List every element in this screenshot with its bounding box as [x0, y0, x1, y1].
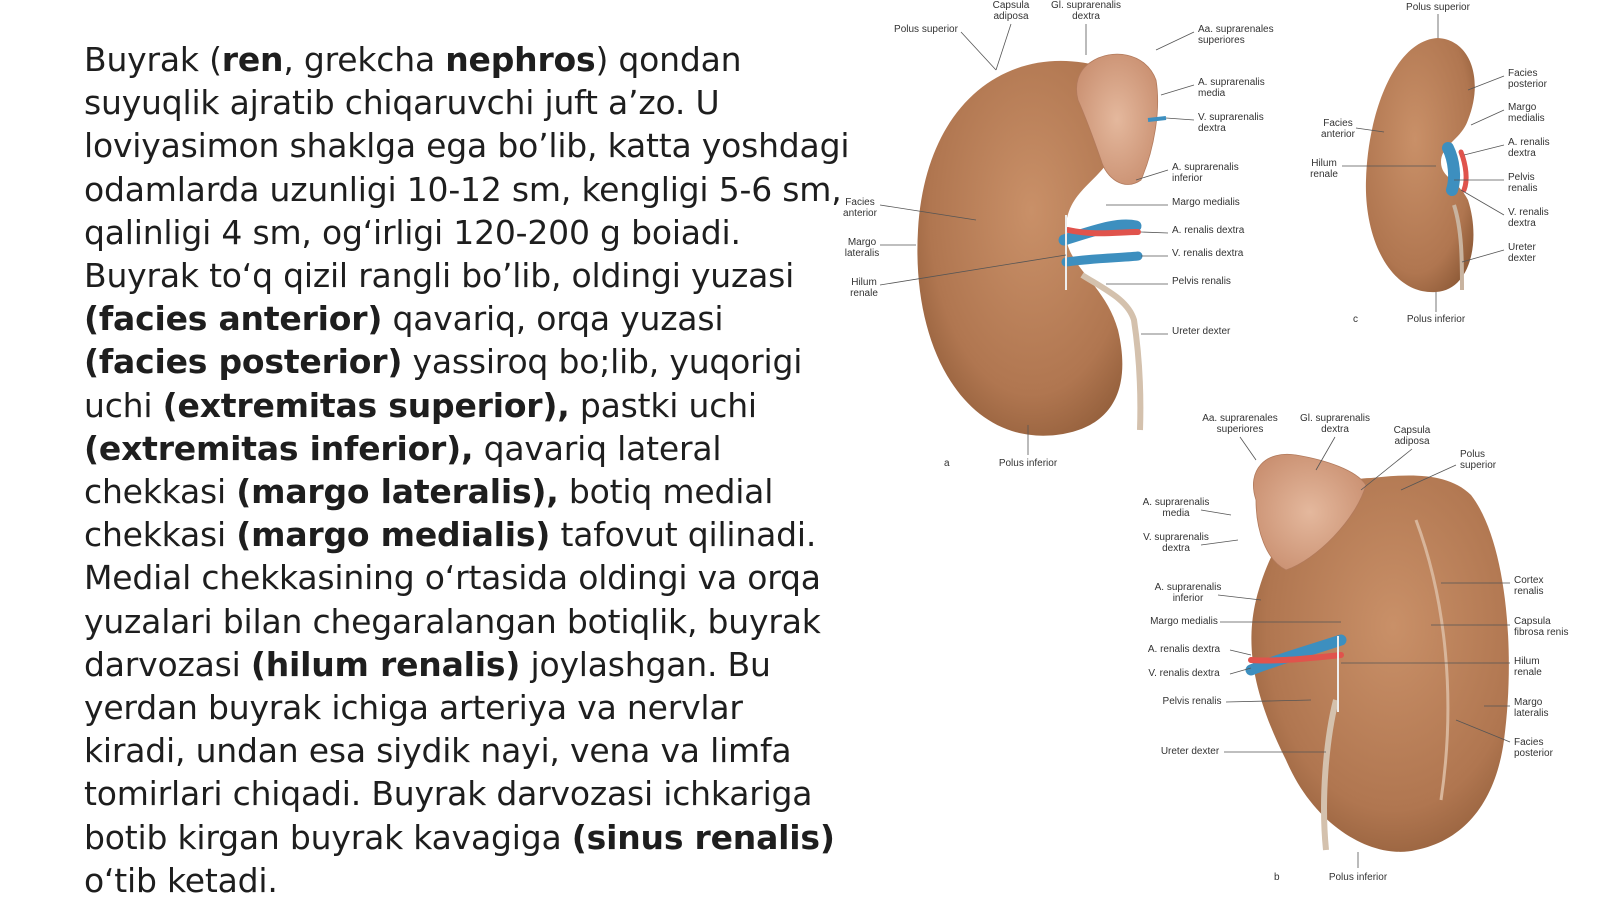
label-line: Pelvis renalis: [1172, 276, 1231, 287]
a-suprarenalis-inf-leader-line: [1218, 595, 1261, 600]
label-line: Aa. suprarenales: [1202, 413, 1278, 424]
aa-suprarenales-sup-leader-line: [1156, 32, 1194, 50]
label-line: A. renalis dextra: [1147, 644, 1221, 655]
label-line: Facies: [845, 197, 875, 208]
label-line: fibrosa renis: [1514, 627, 1569, 638]
text-run: yassiroq bo;lib, yuqorigi uchi: [84, 342, 803, 425]
bold-term: nephros: [445, 40, 596, 79]
bold-term: (sinus renalis): [571, 817, 835, 857]
label-line: superiores: [1198, 35, 1245, 46]
label-line: renale: [850, 288, 878, 299]
a-renalis-leader-line: [1230, 650, 1251, 655]
label-line: adiposa: [1394, 436, 1430, 447]
text-run: qavariq, orqa yuzasi: [382, 299, 724, 339]
label-line: dextra: [1198, 123, 1226, 134]
text-run: qavariq lateral chekkasi: [84, 428, 722, 512]
label-pelvis-renalis: [1508, 172, 1537, 194]
text-run: ) qondan suyuqlik ajratib chiqaruvchi juft a’zo. U loviyasimon shaklga ega bo’lib, katta yoshdagi odamlarda uzunligi 10-12 sm, kengligi 5-6 sm, qalinligi 4 sm, og‘irligi 120-200 g boiadi. Buyrak to‘q qizil rangli bo’lib, oldingi yuzasi: [84, 40, 850, 296]
label-line: Ureter: [1508, 242, 1536, 253]
label-line: A. renalis dextra: [1172, 225, 1245, 236]
label-capsula-fibrosa: [1514, 616, 1568, 638]
label-gl-suprarenalis: [1300, 413, 1370, 435]
a-renalis-leader-line: [1141, 232, 1168, 233]
label-margo-medialis: [1150, 616, 1218, 627]
label-ureter-dexter: [1161, 746, 1220, 757]
kidney-anatomy-figure: [843, 0, 1600, 899]
label-line: dextra: [1321, 424, 1349, 435]
bold-term: ren: [221, 40, 284, 79]
label-facies-anterior: [843, 197, 878, 219]
label-line: Hilum: [1311, 158, 1337, 169]
body-paragraph: [84, 38, 854, 899]
label-line: media: [1162, 508, 1190, 519]
figure-c-panel-letter: c: [1353, 314, 1358, 325]
a-suprarenalis-media-leader-line: [1201, 510, 1231, 515]
label-line: renale: [1514, 667, 1542, 678]
label-line: adiposa: [993, 11, 1029, 22]
label-facies-anterior: [1321, 118, 1356, 140]
label-hilum-renale: [1514, 656, 1542, 678]
label-polus-inferior: [1329, 872, 1388, 883]
label-a-renalis: [1148, 644, 1221, 655]
label-gl-suprarenalis: [1051, 0, 1121, 22]
label-line: Hilum: [851, 277, 877, 288]
label-line: Facies: [1508, 68, 1538, 79]
text-run: pastki uchi: [569, 385, 757, 425]
figure-b-panel-letter: b: [1274, 872, 1280, 883]
label-line: superior: [1460, 460, 1497, 471]
bold-term: (extremitas superior),: [162, 385, 570, 425]
label-line: inferior: [1172, 593, 1204, 604]
label-line: V. renalis dextra: [1172, 248, 1244, 259]
label-margo-lateralis: [845, 237, 879, 259]
label-polus-inferior: [999, 458, 1058, 469]
label-capsula-adiposa: [993, 0, 1030, 22]
label-line: dextra: [1072, 11, 1100, 22]
label-line: Aa. suprarenales: [1198, 24, 1274, 35]
label-line: Ureter dexter: [1160, 746, 1220, 757]
a-renalis-leader-line: [1464, 145, 1504, 155]
label-line: V. renalis dextra: [1148, 668, 1220, 679]
label-line: inferior: [1172, 173, 1203, 184]
label-cortex-renalis: [1514, 575, 1543, 597]
polus-superior-leader-line: [961, 32, 996, 70]
label-line: Capsula: [992, 0, 1030, 11]
label-line: media: [1198, 88, 1226, 99]
label-line: dexter: [1508, 253, 1536, 264]
label-ureter-dexter: [1172, 326, 1231, 337]
label-line: Hilum: [1514, 656, 1540, 667]
label-line: Pelvis: [1508, 172, 1535, 183]
label-line: V. suprarenalis: [1143, 532, 1209, 543]
bold-term: (margo lateralis),: [236, 472, 559, 512]
label-line: A. renalis: [1508, 137, 1550, 148]
label-a-suprarenalis-inf: [1155, 582, 1222, 604]
v-suprarenalis-leader-line: [1166, 118, 1194, 120]
label-line: anterior: [1321, 129, 1355, 140]
label-line: renalis: [1514, 586, 1544, 597]
label-line: renalis: [1508, 183, 1538, 194]
label-ureter-dexter: [1508, 242, 1536, 264]
label-line: lateralis: [1514, 708, 1549, 719]
label-line: lateralis: [844, 248, 880, 259]
label-line: posterior: [1514, 748, 1553, 759]
label-line: A. suprarenalis: [1172, 162, 1239, 173]
label-polus-inferior: [1407, 314, 1466, 325]
label-line: Pelvis renalis: [1162, 696, 1222, 707]
label-a-suprarenalis-media: [1143, 497, 1210, 519]
text-run: , grekcha: [283, 40, 446, 79]
figure-a-kidney: [917, 54, 1166, 436]
bold-term: (margo medialis): [236, 515, 551, 555]
label-polus-superior: [1460, 449, 1497, 471]
figure-b-kidney: [1251, 454, 1509, 852]
label-line: Polus: [1460, 449, 1486, 460]
text-run: Buyrak (: [84, 40, 222, 79]
label-margo-lateralis: [1514, 697, 1548, 719]
label-line: Margo medialis: [1172, 197, 1240, 208]
figure-c-kidney: [1366, 38, 1475, 292]
bold-term: (hilum renalis): [250, 644, 521, 684]
label-v-suprarenalis: [1198, 112, 1264, 134]
label-hilum-renale: [850, 277, 878, 299]
label-a-renalis: [1172, 225, 1245, 236]
label-line: dextra: [1508, 218, 1536, 229]
margo-medialis-leader-line: [1471, 110, 1504, 125]
a-suprarenalis-media-leader-line: [1161, 85, 1194, 95]
label-a-renalis: [1508, 137, 1550, 159]
text-run: joylashgan. Bu yerdan buyrak ichiga arteriya va nervlar kiradi, undan esa siydik nayi, vena va limfa tomirlari chiqadi. Buyrak darvozasi ichkariga botib kirgan buyrak kavagiga: [84, 644, 813, 857]
label-line: anterior: [843, 208, 877, 219]
aa-suprarenales-sup-leader-line: [1240, 437, 1256, 460]
label-v-renalis: [1172, 248, 1244, 259]
label-v-renalis: [1508, 207, 1549, 229]
label-line: Margo medialis: [1150, 616, 1218, 627]
label-line: Polus superior: [894, 24, 958, 35]
label-polus-superior: [894, 24, 959, 35]
label-line: Polus inferior: [998, 458, 1058, 469]
label-line: Capsula: [1393, 425, 1431, 436]
label-margo-medialis: [1172, 197, 1240, 208]
label-v-renalis: [1148, 668, 1220, 679]
label-line: Capsula: [1514, 616, 1551, 627]
label-line: Margo: [1514, 697, 1543, 708]
label-line: Ureter dexter: [1172, 326, 1231, 337]
label-capsula-adiposa: [1394, 425, 1431, 447]
label-aa-suprarenales-sup: [1202, 413, 1278, 435]
text-run: tafovut qilinadi. Medial chekkasining o‘rtasida oldingi va orqa yuzalari bilan chegaralangan botiqlik, buyrak darvozasi: [84, 515, 821, 684]
label-line: Margo: [1508, 102, 1537, 113]
label-pelvis-renalis: [1163, 696, 1222, 707]
label-line: V. suprarenalis: [1198, 112, 1264, 123]
capsula-adiposa-leader-line: [996, 24, 1011, 70]
text-run: o‘tib ketadi.: [84, 860, 278, 900]
label-a-suprarenalis-inf: [1172, 162, 1239, 184]
text-run: botiq medial chekkasi: [84, 472, 774, 555]
label-polus-superior: [1406, 2, 1471, 13]
label-line: V. renalis: [1508, 207, 1549, 218]
label-v-suprarenalis: [1143, 532, 1209, 554]
bold-term: (facies posterior): [84, 342, 403, 382]
label-line: Margo: [847, 237, 877, 248]
label-facies-posterior: [1514, 737, 1554, 759]
bold-term: (extremitas inferior),: [84, 428, 474, 468]
label-line: renale: [1310, 169, 1338, 180]
label-hilum-renale: [1310, 158, 1338, 180]
label-a-suprarenalis-media: [1198, 77, 1265, 99]
label-line: Facies: [1323, 118, 1353, 129]
label-line: dextra: [1162, 543, 1190, 554]
label-line: medialis: [1508, 113, 1545, 124]
label-line: Cortex: [1514, 575, 1544, 586]
label-line: Gl. suprarenalis: [1050, 0, 1122, 11]
label-line: Polus superior: [1406, 2, 1470, 13]
label-line: Facies: [1514, 737, 1544, 748]
figure-a-panel-letter: a: [944, 458, 950, 469]
label-line: A. suprarenalis: [1198, 77, 1265, 88]
bold-term: (facies anterior): [84, 299, 383, 339]
label-margo-medialis: [1508, 102, 1545, 124]
label-line: Polus inferior: [1406, 314, 1466, 325]
label-line: Polus inferior: [1328, 872, 1388, 883]
label-facies-posterior: [1508, 68, 1548, 90]
label-line: posterior: [1508, 79, 1547, 90]
label-pelvis-renalis: [1172, 276, 1231, 287]
kidney-illustration: [843, 0, 1600, 899]
label-line: Gl. suprarenalis: [1299, 413, 1371, 424]
label-line: dextra: [1508, 148, 1536, 159]
label-line: superiores: [1216, 424, 1264, 435]
label-line: A. suprarenalis: [1154, 582, 1222, 593]
label-aa-suprarenales-sup: [1198, 24, 1274, 46]
label-line: A. suprarenalis: [1142, 497, 1210, 508]
